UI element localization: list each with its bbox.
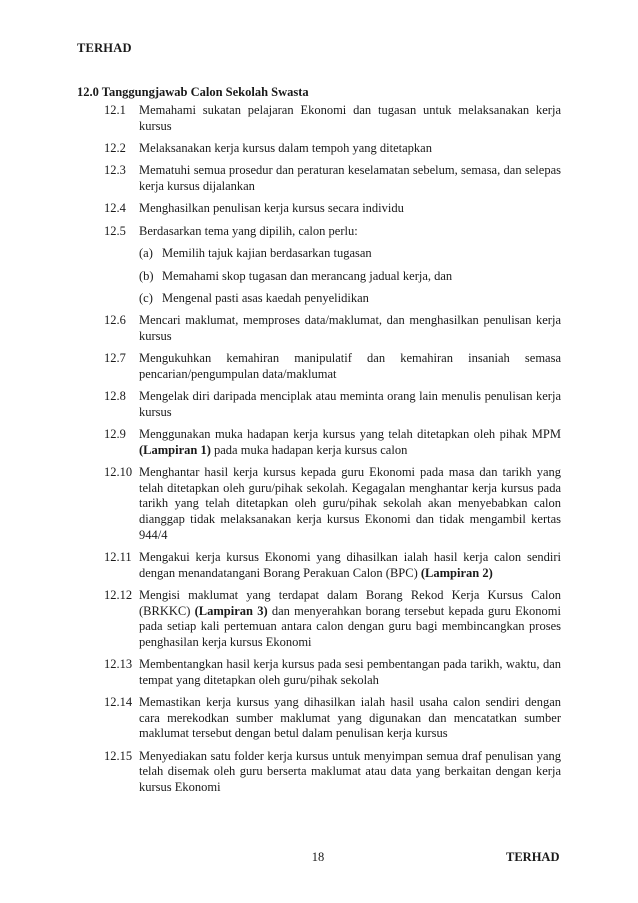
item-text-part: Menggunakan muka hadapan kerja kursus yang telah ditetapkan oleh pihak MPM [139,427,561,442]
list-item [77,201,561,217]
list-item [77,588,561,650]
item-number: 12.5 [104,223,126,238]
header-classification-label: TERHAD [77,41,132,55]
list-item [77,695,561,742]
item-text [139,427,561,458]
item-number: 12.3 [104,163,126,178]
list-item [77,224,561,240]
item-text [139,588,561,650]
item-number: 12.10 [104,465,133,480]
sub-item-label: (c) [139,290,153,305]
item-number: 12.9 [104,427,126,442]
list-item [77,103,561,134]
item-text-part: pada muka hadapan kerja kursus calon [210,442,408,457]
sub-list-item [77,246,561,262]
item-number: 12.11 [104,550,132,565]
item-text: Menghantar hasil kerja kursus kepada guru Ekonomi pada masa dan tarikh yang telah ditetapkan oleh guru/pihak sekolah. Kegagalan menghantar kerja kursus pada tarikh yang telah ditetapkan oleh guru/pihak sekolah akan menyebabkan calon dianggap tidak melaksanakan kerja kursus Ekonomi dan tidak mengambil kertas 944/4 [139,465,561,542]
page-number: 18 [311,850,325,864]
item-number: 12.8 [104,389,126,404]
appendix-reference: (Lampiran 3) [194,603,268,618]
item-text [139,550,561,581]
item-number: 12.2 [104,140,126,155]
item-text-part: dan menyerahkan borang tersebut kepada guru Ekonomi pada setiap kali pertemuan antara calon dengan guru bagi membincangkan proses penghasilan kerja kursus Ekonomi [139,603,561,649]
item-text: Berdasarkan tema yang dipilih, calon perlu: [139,223,358,238]
item-text: Memahami sukatan pelajaran Ekonomi dan tugasan untuk melaksanakan kerja kursus [139,103,561,133]
item-text-part: Mengisi maklumat yang terdapat dalam Borang Rekod Kerja Kursus Calon (BRKKC) [139,588,561,618]
item-number: 12.6 [104,313,126,328]
list-item [77,313,561,344]
item-text: Mengelak diri daripada menciplak atau meminta orang lain menulis penulisan kerja kursus [139,389,561,419]
appendix-reference: (Lampiran 2) [420,565,493,580]
sub-item-label: (a) [139,246,153,261]
section-title: 12.0 Tanggungjawab Calon Sekolah Swasta [77,85,309,99]
list-item [77,749,561,796]
list-item [77,163,561,194]
sub-list-item [77,291,561,307]
sub-list-item [77,269,561,285]
sub-item-text: Mengenal pasti asas kaedah penyelidikan [162,290,369,305]
list-item [77,657,561,688]
item-text: Menyediakan satu folder kerja kursus untuk menyimpan semua draf penulisan yang telah disemak oleh guru berserta maklumat atau data yang berkaitan dengan kerja kursus Ekonomi [139,748,561,794]
list-item [77,351,561,382]
item-text: Mengukuhkan kemahiran manipulatif dan kemahiran insaniah semasa pencarian/pengumpulan data/maklumat [139,351,561,381]
item-text: Mematuhi semua prosedur dan peraturan keselamatan sebelum, semasa, dan selepas kerja kursus dijalankan [139,163,561,193]
sub-item-label: (b) [139,268,154,283]
list-item [77,465,561,543]
footer-classification-label: TERHAD [506,850,560,864]
sub-item-text: Memahami skop tugasan dan merancang jadual kerja, dan [162,268,453,283]
item-text: Melaksanakan kerja kursus dalam tempoh yang ditetapkan [139,140,432,155]
item-text-part: Mengakui kerja kursus Ekonomi yang dihasilkan ialah hasil kerja calon sendiri dengan menandatangani Borang Perakuan Calon (BPC) [139,550,561,580]
list-item [77,389,561,420]
item-text: Membentangkan hasil kerja kursus pada sesi pembentangan pada tarikh, waktu, dan tempat yang ditetapkan oleh guru/pihak sekolah [139,657,561,687]
list-item [77,141,561,157]
item-number: 12.7 [104,351,126,366]
list-item [77,427,561,458]
appendix-reference: (Lampiran 1) [139,442,211,457]
item-text: Memastikan kerja kursus yang dihasilkan ialah hasil usaha calon sendiri dengan cara merekodkan sumber maklumat yang digunakan dan mencatatkan sumber maklumat tersebut dengan betul dalam penulisan kerja kursus [139,695,561,741]
item-text: Menghasilkan penulisan kerja kursus secara individu [139,201,404,216]
item-number: 12.4 [104,201,126,216]
item-number: 12.14 [104,695,133,710]
item-number: 12.13 [104,657,133,672]
item-number: 12.15 [104,748,133,763]
sub-item-text: Memilih tajuk kajian berdasarkan tugasan [162,246,372,261]
item-text: Mencari maklumat, memproses data/maklumat, dan menghasilkan penulisan kerja kursus [139,313,561,343]
list-item [77,550,561,581]
responsibility-list [77,103,561,802]
item-number: 12.1 [104,103,126,117]
item-number: 12.12 [104,588,133,602]
